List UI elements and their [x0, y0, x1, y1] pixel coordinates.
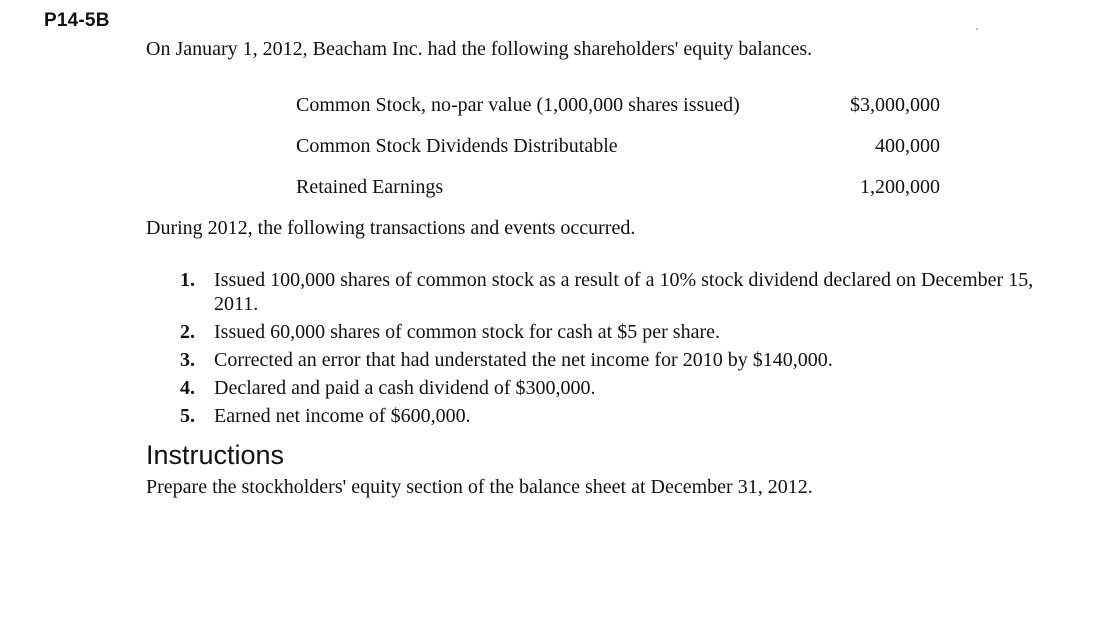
balance-amount: 1,200,000 [860, 176, 940, 198]
balance-amount: 400,000 [875, 135, 940, 157]
list-item [180, 376, 1060, 400]
balance-row [296, 93, 940, 134]
list-item-number: 3. [180, 349, 195, 371]
balances-table [296, 93, 940, 216]
transactions-list [180, 268, 1060, 432]
list-item-text: Corrected an error that had understated the net income for 2010 by $140,000. [214, 349, 833, 371]
list-item [180, 268, 1060, 316]
list-item-text: Issued 100,000 shares of common stock as a result of a 10% stock dividend declared on December 15, 2011. [214, 269, 1034, 315]
balance-row [296, 175, 940, 216]
scan-speck [976, 28, 978, 30]
list-item-number: 1. [180, 269, 195, 291]
instructions-text: Prepare the stockholders' equity section of the balance sheet at December 31, 2012. [146, 476, 813, 498]
list-item-text: Issued 60,000 shares of common stock for cash at $5 per share. [214, 321, 720, 343]
balance-row [296, 134, 940, 175]
balance-label: Common Stock, no-par value (1,000,000 shares issued) [296, 94, 740, 116]
intro-paragraph: On January 1, 2012, Beacham Inc. had the following shareholders' equity balances. [146, 38, 813, 60]
balance-label: Retained Earnings [296, 176, 444, 198]
list-item [180, 348, 1060, 372]
transactions-intro: During 2012, the following transactions and events occurred. [146, 217, 636, 239]
problem-id: P14-5B [44, 10, 110, 31]
list-item-text: Declared and paid a cash dividend of $300,000. [214, 377, 596, 399]
balance-amount: $3,000,000 [850, 94, 940, 116]
balance-label: Common Stock Dividends Distributable [296, 135, 618, 157]
list-item-number: 2. [180, 321, 195, 343]
list-item-text: Earned net income of $600,000. [214, 405, 471, 427]
list-item-number: 5. [180, 405, 195, 427]
list-item [180, 404, 1060, 428]
instructions-heading: Instructions [146, 440, 285, 470]
list-item [180, 320, 1060, 344]
list-item-number: 4. [180, 377, 195, 399]
